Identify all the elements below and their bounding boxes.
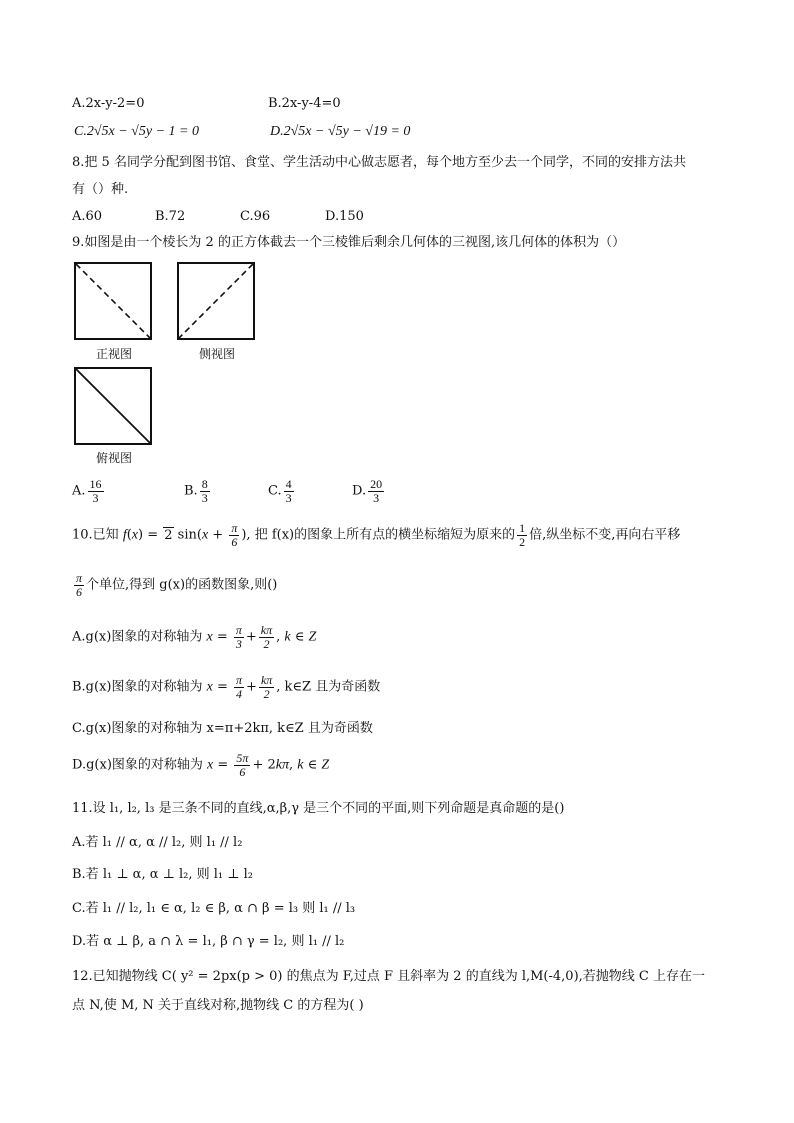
q9-option-d: D. $\frac{20}{3}$ bbox=[352, 477, 383, 505]
q10-option-a: A.g(x)图象的对称轴为 x = $\frac{\pi}{3}$ + $\frac{k\pi}{2}$ , k ∈ Z bbox=[72, 623, 317, 651]
q12-stem-line2: 点 N,使 M, N 关于直线对称,抛物线 C 的方程为( ) bbox=[72, 998, 364, 1013]
q7-option-a: A.2x-y-2=0 bbox=[72, 96, 145, 111]
q8-option-a: A.60 bbox=[72, 209, 103, 224]
q11-option-a: A.若 l₁ // α, α // l₂, 则 l₁ // l₂ bbox=[72, 835, 243, 850]
q11-option-d: D.若 α ⊥ β, a ∩ λ = l₁, β ∩ γ = l₂, 则 l₁ // l₂ bbox=[72, 934, 345, 949]
q11-stem: 11.设 l₁, l₂, l₃ 是三条不同的直线,α,β,γ 是三个不同的平面,则下列命题是真命题的是() bbox=[72, 801, 565, 816]
q9-stem: 9.如图是由一个棱长为 2 的正方体截去一个三棱锥后剩余几何体的三视图,该几何体的体积为（） bbox=[72, 235, 626, 250]
q11-option-c: C.若 l₁ // l₂, l₁ ∈ α, l₂ ∈ β, α ∩ β = l₃ 则 l₁ // l₃ bbox=[72, 901, 356, 916]
q9-option-c: C. $\frac{4}{3}$ bbox=[268, 477, 292, 505]
side-view-caption: 侧视图 bbox=[199, 347, 236, 361]
q8-option-c: C.96 bbox=[240, 209, 271, 224]
q10-option-b: B.g(x)图象的对称轴为 x = $\frac{\pi}{4}$ + $\frac{k\pi}{2}$ , k∈Z 且为奇函数 bbox=[72, 673, 381, 701]
q10-stem-line2: $\frac{\pi}{6}$ 个单位,得到 g(x)的函数图象,则() bbox=[76, 571, 278, 599]
q7-option-c: C.2√5x − √5y − 1 = 0 bbox=[74, 124, 199, 139]
q8-option-b: B.72 bbox=[155, 209, 186, 224]
q10-option-c: C.g(x)图象的对称轴为 x=π+2kπ, k∈Z 且为奇函数 bbox=[72, 721, 373, 736]
q8-stem-line1: 8.把 5 名同学分配到图书馆、食堂、学生活动中心做志愿者，每个地方至少去一个同学，不同的安排方法共 bbox=[72, 155, 686, 170]
front-view-caption: 正视图 bbox=[96, 347, 133, 361]
q12-stem-line1: 12.已知抛物线 C( y² = 2px(p > 0) 的焦点为 F,过点 F 且斜率为 2 的直线为 l,M(-4,0),若抛物线 C 上存在一 bbox=[72, 969, 705, 984]
q10-stem-line1: 10.已知 f(x) = 2 sin(x + $\frac{\pi}{6}$ ), 把 f(x)的图象上所有点的横坐标缩短为原来的 $\frac{1}{2}$ 倍,纵坐标不变,再向右平移 bbox=[72, 521, 681, 549]
top-view-figure bbox=[74, 367, 152, 445]
q7-option-d: D.2√5x − √5y − √19 = 0 bbox=[270, 124, 411, 139]
q9-option-b: B. $\frac{8}{3}$ bbox=[184, 477, 208, 505]
q10-option-d: D.g(x)图象的对称轴为 x = $\frac{5\pi}{6}$ + 2kπ, k ∈ Z bbox=[72, 751, 330, 779]
q7-option-b: B.2x-y-4=0 bbox=[268, 96, 341, 111]
q9-option-a: A. $\frac{16}{3}$ bbox=[72, 477, 102, 505]
q8-stem-line2: 有（）种. bbox=[72, 182, 129, 197]
front-view-figure bbox=[74, 262, 152, 340]
side-view-figure bbox=[177, 262, 255, 340]
top-view-caption: 俯视图 bbox=[96, 451, 133, 465]
q8-option-d: D.150 bbox=[325, 209, 364, 224]
q11-option-b: B.若 l₁ ⊥ α, α ⊥ l₂, 则 l₁ ⊥ l₂ bbox=[72, 867, 253, 882]
